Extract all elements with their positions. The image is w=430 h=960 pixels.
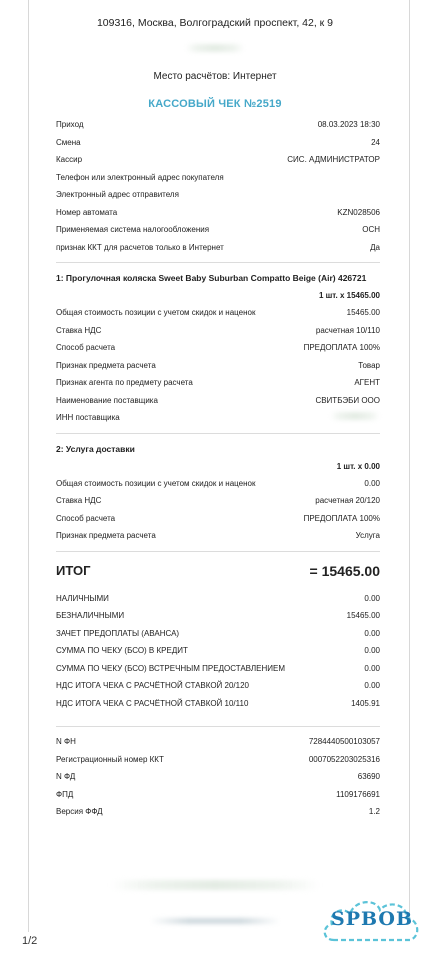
payment-label: НДС ИТОГА ЧЕКА С РАСЧЁТНОЙ СТАВКОЙ 20/120 [56, 681, 249, 690]
payment-value: 15465.00 [346, 611, 380, 620]
info-row [56, 169, 380, 187]
payment-breakdown [56, 590, 380, 713]
info-label: Приход [56, 120, 84, 129]
fiscal-value: 1.2 [368, 807, 380, 816]
divider [56, 433, 380, 434]
item-row [56, 409, 380, 427]
info-label: Телефон или электронный адрес покупателя [56, 172, 224, 182]
item-value: Товар [358, 360, 380, 370]
payment-row [56, 660, 380, 678]
item-row [56, 339, 380, 357]
item-title: 1: Прогулочная коляска Sweet Baby Suburban Compatto Beige (Air) 426721 [56, 273, 367, 283]
payment-label: СУММА ПО ЧЕКУ (БСО) ВСТРЕЧНЫМ ПРЕДОСТАВЛЕНИЕМ [56, 663, 286, 673]
receipt-right-border [409, 0, 410, 932]
item-quantity: 1 шт. x 0.00 [336, 461, 380, 471]
item-label: Признак предмета расчета [56, 360, 156, 370]
divider [56, 262, 380, 263]
receipt-info [56, 116, 380, 256]
payment-label: БЕЗНАЛИЧНЫМИ [56, 611, 125, 620]
item-row [56, 322, 380, 340]
receipt-item-2 [56, 444, 380, 545]
item-label: Общая стоимость позиции с учетом скидок и наценок [56, 308, 256, 317]
receipt-item-1 [56, 273, 380, 427]
item-label: Наименование поставщика [56, 395, 158, 405]
info-row [56, 116, 380, 134]
payment-row [56, 625, 380, 643]
item-value: расчетная 10/110 [315, 325, 380, 335]
item-value: ПРЕДОПЛАТА 100% [303, 343, 380, 352]
blurred-footer [110, 880, 320, 890]
payment-label: ЗАЧЕТ ПРЕДОПЛАТЫ (АВАНСА) [56, 628, 180, 638]
info-value: ОСН [362, 225, 380, 234]
info-value: KZN028506 [337, 207, 380, 217]
item-row [56, 357, 380, 375]
payment-value: 0.00 [364, 628, 380, 638]
info-row [56, 221, 380, 239]
info-value: СИС. АДМИНИСТРАТОР [287, 155, 380, 164]
item-value: ПРЕДОПЛАТА 100% [303, 513, 380, 523]
item-row [56, 374, 380, 392]
item-label: Ставка НДС [56, 496, 102, 505]
payment-value: 1405.91 [351, 698, 380, 708]
fiscal-value: 7284440500103057 [308, 737, 380, 746]
blurred-inn [330, 412, 380, 420]
payment-label: НДС ИТОГА ЧЕКА С РАСЧЁТНОЙ СТАВКОЙ 10/110 [56, 698, 249, 708]
item-label: Признак предмета расчета [56, 531, 156, 540]
payment-row [56, 677, 380, 695]
info-label: Электронный адрес отправителя [56, 190, 179, 199]
item-label: Способ расчета [56, 513, 116, 523]
fiscal-label: Версия ФФД [56, 807, 103, 816]
payment-row [56, 695, 380, 713]
info-value: 24 [371, 137, 380, 147]
fiscal-label: ФПД [56, 789, 74, 799]
payment-row [56, 642, 380, 660]
info-row [56, 204, 380, 222]
item-row [56, 510, 380, 528]
item-row [56, 475, 380, 493]
fiscal-info [56, 733, 380, 821]
receipt-total [56, 558, 380, 584]
fiscal-label: Регистрационный номер ККТ [56, 754, 164, 764]
info-row [56, 186, 380, 204]
payment-value: 0.00 [364, 646, 380, 655]
item-row [56, 492, 380, 510]
receipt-title: КАССОВЫЙ ЧЕК №2519 [148, 98, 282, 110]
fiscal-row [56, 751, 380, 769]
fiscal-value: 1109176691 [336, 789, 380, 799]
fiscal-value: 0007052203025316 [308, 754, 380, 764]
info-row [56, 151, 380, 169]
item-label: Общая стоимость позиции с учетом скидок и наценок [56, 478, 256, 488]
receipt-body [56, 116, 380, 821]
payment-value: 0.00 [364, 681, 380, 690]
info-row [56, 134, 380, 152]
item-label: ИНН поставщика [56, 413, 120, 422]
item-title: 2: Услуга доставки [56, 443, 135, 454]
fiscal-row [56, 733, 380, 751]
fiscal-row [56, 786, 380, 804]
page-number: 1/2 [22, 935, 38, 947]
item-row [56, 392, 380, 410]
blurred-info [185, 44, 245, 52]
payment-row [56, 607, 380, 625]
info-label: Номер автомата [56, 207, 118, 217]
divider [56, 726, 380, 727]
store-address: 109316, Москва, Волгоградский проспект, 42, к 9 [96, 17, 334, 29]
item-quantity: 1 шт. x 15465.00 [318, 291, 380, 300]
info-label: Смена [56, 137, 81, 147]
info-row [56, 239, 380, 257]
item-value: 15465.00 [346, 308, 380, 317]
item-label: Признак агента по предмету расчета [56, 378, 193, 387]
item-value: СВИТБЭБИ ООО [315, 395, 380, 405]
receipt-left-border [28, 0, 29, 932]
spbob-logo [318, 892, 426, 954]
item-value: расчетная 20/120 [315, 496, 380, 505]
fiscal-row [56, 803, 380, 821]
payment-value: 0.00 [364, 593, 380, 603]
info-value: 08.03.2023 18:30 [317, 120, 380, 129]
item-value: АГЕНТ [354, 378, 380, 387]
payment-label: СУММА ПО ЧЕКУ (БСО) В КРЕДИТ [56, 646, 188, 655]
info-label: Применяемая система налогообложения [56, 225, 210, 234]
fiscal-value: 63690 [357, 772, 380, 781]
payment-place: Место расчётов: Интернет [153, 71, 277, 82]
info-label: признак ККТ для расчетов только в Интернет [56, 242, 224, 252]
item-label: Ставка НДС [56, 325, 102, 335]
payment-row [56, 590, 380, 608]
item-label: Способ расчета [56, 343, 116, 352]
info-value: Да [370, 242, 380, 252]
item-row [56, 304, 380, 322]
item-value: Услуга [355, 531, 380, 540]
total-value: = 15465.00 [309, 562, 380, 579]
fiscal-label: N ФН [56, 737, 76, 746]
fiscal-row [56, 768, 380, 786]
total-label: ИТОГ [56, 563, 91, 578]
blurred-footer-2 [150, 918, 280, 924]
logo-text: SPBOB [330, 908, 414, 930]
payment-value: 0.00 [364, 663, 380, 673]
item-value: 0.00 [364, 478, 380, 488]
item-row [56, 527, 380, 545]
payment-label: НАЛИЧНЫМИ [56, 593, 109, 603]
info-label: Кассир [56, 155, 83, 164]
divider [56, 551, 380, 552]
fiscal-label: N ФД [56, 772, 76, 781]
